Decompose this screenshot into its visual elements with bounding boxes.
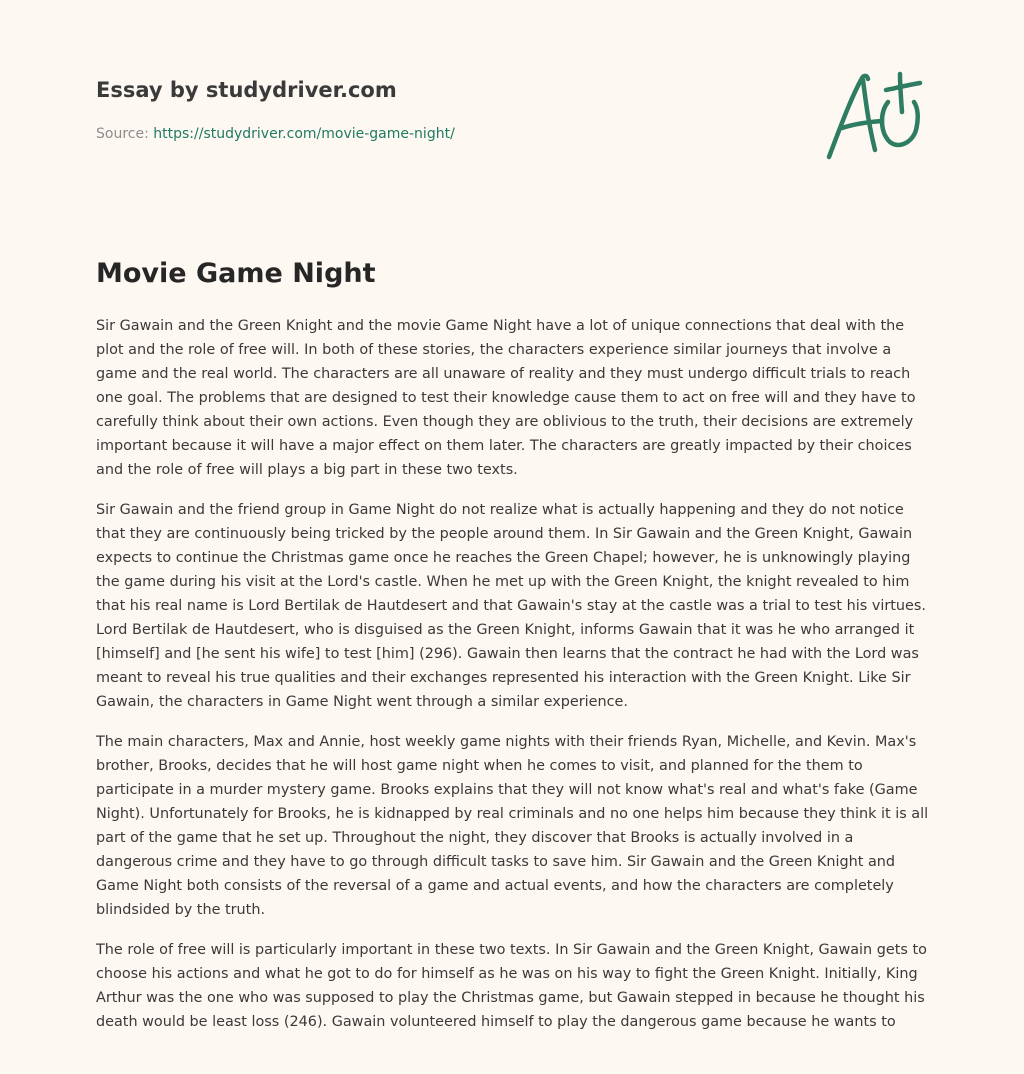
essay-body [96, 314, 932, 1050]
source-label: Source: [96, 126, 149, 142]
a-plus-grade-icon [822, 68, 926, 164]
source-line [96, 124, 796, 144]
essay-title: Movie Game Night [96, 258, 376, 289]
essay-paragraph: Sir Gawain and the Green Knight and the movie Game Night have a lot of unique connections that deal with the plot and the role of free will. In both of these stories, the characters experience similar journeys that involve a game and the real world. The characters are all unaware of reality and they must undergo difficult trials to reach one goal. The problems that are designed to test their knowledge cause them to act on free will and they have to carefully think about their own actions. Even though they are oblivious to the truth, their decisions are extremely important because it will have a major effect on them later. The characters are greatly impacted by their choices and the role of free will plays a big part in these two texts. [96, 318, 916, 478]
essay-header [96, 76, 796, 144]
brand-title: Essay by studydriver.com [96, 78, 397, 102]
essay-paragraph: Sir Gawain and the friend group in Game Night do not realize what is actually happening and they do not notice that they are continuously being tricked by the people around them. In Sir Gawain and the Green Knight, Gawain expects to continue the Christmas game once he reaches the Green Chapel; however, he is unknowingly playing the game during his visit at the Lord's castle. When he met up with the Green Knight, the knight revealed to him that his real name is Lord Bertilak de Hautdesert and that Gawain's stay at the castle was a trial to test his virtues. Lord Bertilak de Hautdesert, who is disguised as the Green Knight, informs Gawain that it was he who arranged it [himself] and [he sent his wife] to test [him] (296). Gawain then learns that the contract he had with the Lord was meant to reveal his true qualities and their exchanges represented his interaction with the Green Knight. Like Sir Gawain, the characters in Game Night went through a similar experience. [96, 502, 926, 710]
essay-paragraph: The role of free will is particularly important in these two texts. In Sir Gawain and the Green Knight, Gawain gets to choose his actions and what he got to do for himself as he was on his way to fight the Green Knight. Initially, King Arthur was the one who was supposed to play the Christmas game, but Gawain stepped in because he thought his death would be least loss (246). Gawain volunteered himself to play the dangerous game because he wants to [96, 942, 927, 1030]
source-link[interactable]: https://studydriver.com/movie-game-night/ [153, 126, 455, 142]
essay-paragraph: The main characters, Max and Annie, host weekly game nights with their friends Ryan, Michelle, and Kevin. Max's brother, Brooks, decides that he will host game night when he comes to visit, and planned for the them to participate in a murder mystery game. Brooks explains that they will not know what's real and what's fake (Game Night). Unfortunately for Brooks, he is kidnapped by real criminals and no one helps him because they think it is all part of the game that he set up. Throughout the night, they discover that Brooks is actually involved in a dangerous crime and they have to go through difficult tasks to save him. Sir Gawain and the Green Knight and Game Night both consists of the reversal of a game and actual events, and how the characters are completely blindsided by the truth. [96, 734, 929, 918]
